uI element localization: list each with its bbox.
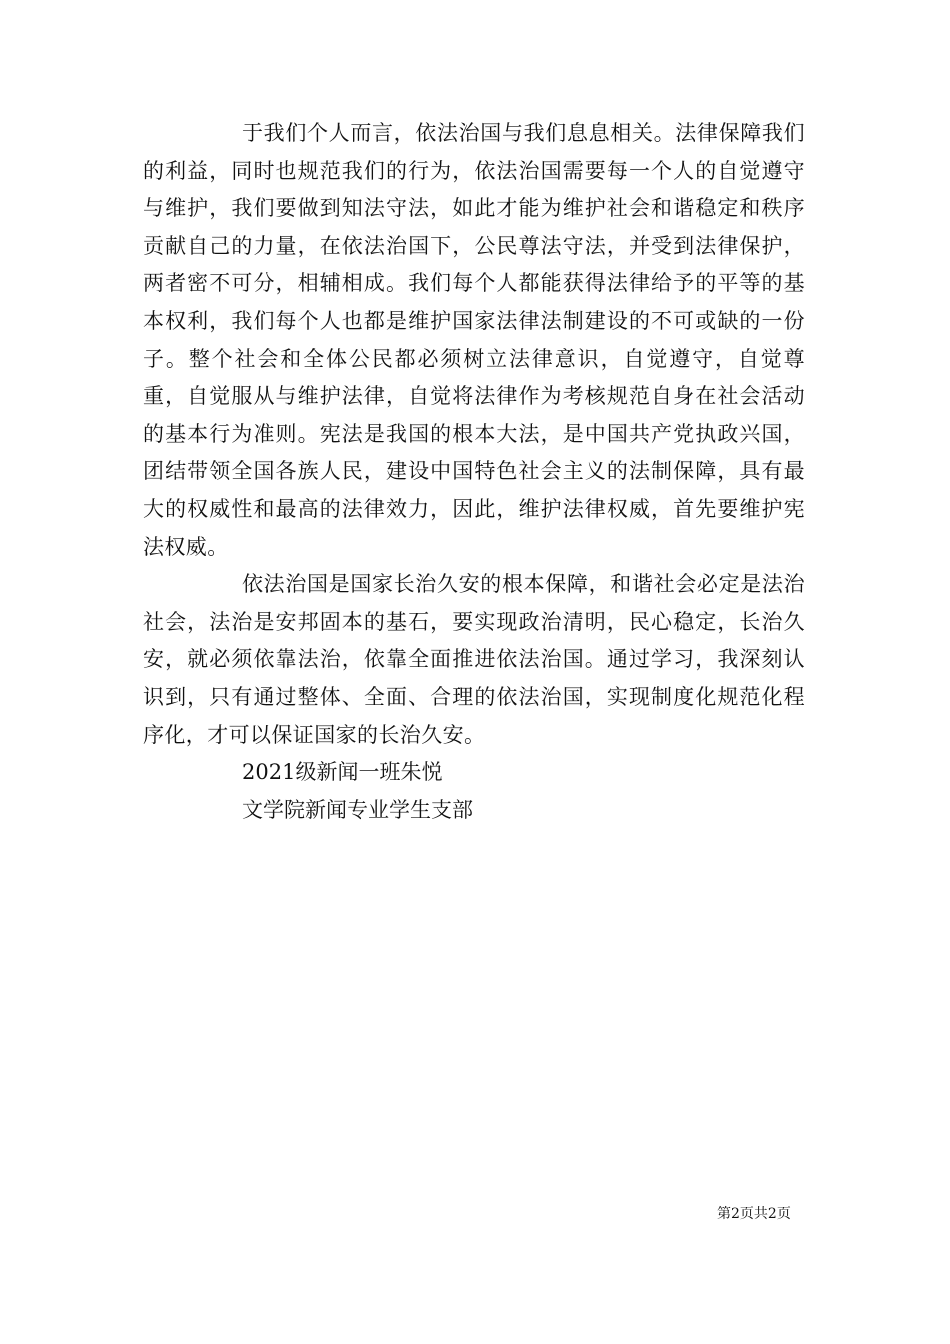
- signature-author: 2021级新闻一班朱悦: [242, 760, 443, 785]
- body-paragraph-2: 依法治国是国家长治久安的根本保障，和谐社会必定是法治社会，法治是安邦固本的基石，要实现政治清明，民心稳定，长治久安，就必须依靠法治，依靠全面推进依法治国。通过学习，我深刻认识到，只有通过整体、全面、合理的依法治国，实现制度化规范化程序化，才可以保证国家的长治久安。: [143, 572, 805, 747]
- page-number-footer: 第2页共2页: [717, 1206, 791, 1222]
- document-body: [143, 115, 805, 829]
- signature-organization: 文学院新闻专业学生支部: [242, 797, 473, 822]
- body-paragraph-1: 于我们个人而言，依法治国与我们息息相关。法律保障我们的利益，同时也规范我们的行为，依法治国需要每一个人的自觉遵守与维护，我们要做到知法守法，如此才能为维护社会和谐稳定和秩序贡献自己的力量，在依法治国下，公民尊法守法，并受到法律保护，两者密不可分，相辅相成。我们每个人都能获得法律给予的平等的基本权利，我们每个人也都是维护国家法律法制建设的不可或缺的一份子。整个社会和全体公民都必须树立法律意识，自觉遵守，自觉尊重，自觉服从与维护法律，自觉将法律作为考核规范自身在社会活动的基本行为准则。宪法是我国的根本大法，是中国共产党执政兴国，团结带领全国各族人民，建设中国特色社会主义的法制保障，具有最大的权威性和最高的法律效力，因此，维护法律权威，首先要维护宪法权威。: [143, 121, 805, 559]
